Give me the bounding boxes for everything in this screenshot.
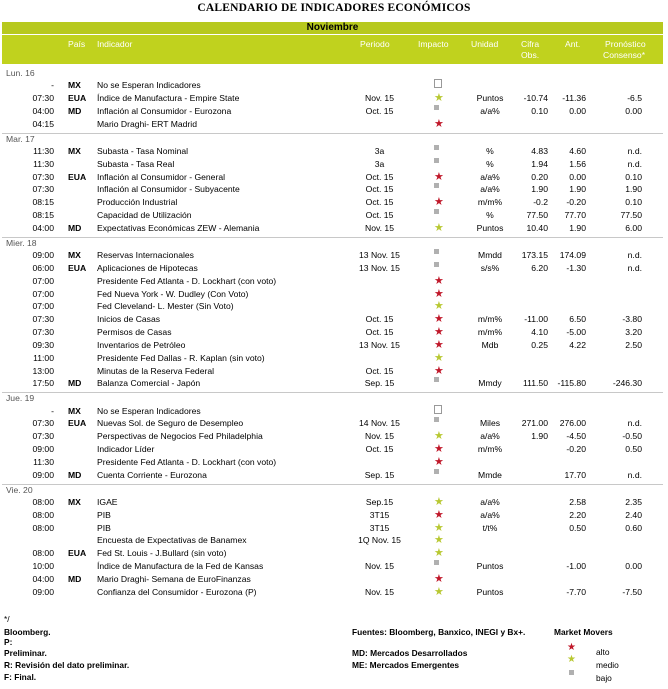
cell-observed-value: 1.90 xyxy=(531,431,548,442)
cell-country: MX xyxy=(68,405,81,416)
cell-unit: m/m% xyxy=(477,444,503,455)
cell-time: 07:30 xyxy=(32,93,54,104)
cell-time: 09:00 xyxy=(32,444,54,455)
cell-period: Oct. 15 xyxy=(365,314,394,325)
cell-forecast-value: n.d. xyxy=(627,249,642,260)
cell-period: 14 Nov. 15 xyxy=(359,418,400,429)
day-separator xyxy=(2,133,663,134)
cell-unit: % xyxy=(486,210,494,221)
cell-period: Oct. 15 xyxy=(365,444,394,455)
cell-observed-value: 6.20 xyxy=(531,262,548,273)
cell-previous-value: 0.50 xyxy=(569,522,586,533)
header-ant: Ant. xyxy=(565,39,581,49)
cell-unit: m/m% xyxy=(477,327,503,338)
cell-unit: a/a% xyxy=(480,509,500,520)
day-label: Mar. 17 xyxy=(6,133,35,144)
cell-indicator: Presidente Fed Atlanta - D. Lockhart (con voto) xyxy=(97,456,277,467)
cell-country: MX xyxy=(68,249,81,260)
header-consenso: Consenso* xyxy=(603,50,646,60)
legend-medio-label: medio xyxy=(596,660,619,670)
footer-final: F: Final. xyxy=(4,672,37,682)
header-impacto: Impacto xyxy=(418,39,449,49)
day-label: Lun. 16 xyxy=(6,68,35,78)
cell-unit: a/a% xyxy=(480,184,500,195)
table-row: 07:00 Fed Nueva York - W. Dudley (Con Voto) ★ xyxy=(2,288,663,301)
cell-unit: a/a% xyxy=(480,496,500,507)
cell-indicator: Inicios de Casas xyxy=(97,314,161,325)
header-pais: País xyxy=(68,39,86,49)
cell-previous-value: -5.00 xyxy=(566,327,586,338)
cell-period: Sep. 15 xyxy=(364,378,395,389)
cell-time: 08:15 xyxy=(32,210,54,221)
cell-period: Oct. 15 xyxy=(365,327,394,338)
cell-previous-value: -115.80 xyxy=(557,378,586,389)
cell-time: 08:00 xyxy=(32,496,54,507)
cell-time: 08:00 xyxy=(32,548,54,559)
cell-indicator: Mario Draghi- ERT Madrid xyxy=(97,118,197,129)
cell-observed-value: 1.90 xyxy=(531,184,548,195)
table-row xyxy=(2,560,663,573)
footer-preliminar: Preliminar. xyxy=(4,648,47,658)
cell-forecast-value: 2.40 xyxy=(625,509,642,520)
cell-forecast-value: 0.60 xyxy=(625,522,642,533)
cell-time: 08:15 xyxy=(32,197,54,208)
cell-period: Oct. 15 xyxy=(365,171,394,182)
cell-previous-value: -7.70 xyxy=(566,586,586,597)
day-separator xyxy=(2,237,663,238)
table-row: 07:00 Presidente Fed Atlanta - D. Lockhart (con voto) ★ xyxy=(2,275,663,288)
footer-me: ME: Mercados Emergentes xyxy=(352,660,460,670)
cell-observed-value: 77.50 xyxy=(526,210,548,221)
cell-indicator: Fed St. Louis - J.Bullard (sin voto) xyxy=(97,548,227,559)
cell-indicator: Inflación al Consumidor - Subyacente xyxy=(97,184,240,195)
cell-forecast-value: 77.50 xyxy=(620,210,642,221)
day-separator xyxy=(2,392,663,393)
cell-period: Nov. 15 xyxy=(365,586,394,597)
table-row: 07:30 Perspectivas de Negocios Fed Philadelphia Nov. 15 a/a% 1.90 -4.50 -0.50 ★ xyxy=(2,430,663,443)
cell-forecast-value: n.d. xyxy=(627,158,642,169)
cell-time: 04:15 xyxy=(32,118,54,129)
header-periodo: Periodo xyxy=(360,39,390,49)
cell-forecast-value: -246.30 xyxy=(612,378,642,389)
legend-bajo-square-icon xyxy=(569,670,574,675)
cell-time: 04:00 xyxy=(32,105,54,116)
cell-forecast-value: n.d. xyxy=(627,469,642,480)
cell-unit: Mmdy xyxy=(478,378,502,389)
cell-indicator: Capacidad de Utilización xyxy=(97,210,192,221)
header-pronostico: Pronóstico xyxy=(605,39,646,49)
table-row: 04:00 MD Expectativas Económicas ZEW - Alemania Nov. 15 Puntos 10.40 1.90 6.00 ★ xyxy=(2,222,663,235)
header-cifra-obs: Obs. xyxy=(521,50,540,60)
cell-period: 3a xyxy=(374,145,385,156)
cell-time: 07:30 xyxy=(32,171,54,182)
cell-time: 17:50 xyxy=(32,378,54,389)
cell-period: Nov. 15 xyxy=(365,561,394,572)
month-label: Noviembre xyxy=(306,22,359,33)
cell-period: 3a xyxy=(374,158,385,169)
cell-forecast-value: -7.50 xyxy=(622,586,642,597)
cell-unit: t/t% xyxy=(482,522,498,533)
table-row xyxy=(2,158,663,171)
cell-indicator: Mario Draghi- Semana de EuroFinanzas xyxy=(97,573,251,584)
cell-observed-value: 10.40 xyxy=(526,222,548,233)
cell-previous-value: 4.60 xyxy=(569,145,586,156)
table-row: 07:30 EUA Inflación al Consumidor - General Oct. 15 a/a% 0.20 0.00 0.10 ★ xyxy=(2,171,663,184)
cell-time: 10:00 xyxy=(32,561,54,572)
cell-time: 11:30 xyxy=(33,456,54,467)
cell-previous-value: -0.20 xyxy=(566,197,586,208)
cell-country: MD xyxy=(68,469,82,480)
cell-previous-value: -1.00 xyxy=(566,561,586,572)
cell-time: 11:00 xyxy=(33,352,54,363)
cell-period: Nov. 15 xyxy=(365,93,394,104)
cell-indicator: Producción Industrial xyxy=(97,197,178,208)
cell-country: MX xyxy=(68,80,81,91)
cell-forecast-value: -6.5 xyxy=(627,93,642,104)
cell-previous-value: 6.50 xyxy=(569,314,586,325)
cell-time: 04:00 xyxy=(32,573,54,584)
legend-alto-star-icon: ★ xyxy=(567,642,576,653)
table-row xyxy=(2,209,663,222)
table-row: 08:00 PIB 3T15 a/a% 2.20 2.40 ★ xyxy=(2,509,663,522)
cell-unit: m/m% xyxy=(477,197,503,208)
cell-time: 09:00 xyxy=(32,469,54,480)
cell-indicator: Presidente Fed Atlanta - D. Lockhart (con voto) xyxy=(97,275,277,286)
legend-medio-star-icon: ★ xyxy=(567,654,576,665)
cell-period: 13 Nov. 15 xyxy=(359,249,400,260)
cell-previous-value: 0.00 xyxy=(569,105,586,116)
cell-period: Oct. 15 xyxy=(365,184,394,195)
month-banner xyxy=(2,22,663,34)
cell-forecast-value: 2.50 xyxy=(625,339,642,350)
cell-period: 3T15 xyxy=(369,522,390,533)
cell-forecast-value: 1.90 xyxy=(625,184,642,195)
table-row: 04:00 MD Mario Draghi- Semana de EuroFinanzas ★ xyxy=(2,573,663,586)
cell-unit: Mdb xyxy=(481,339,499,350)
cell-country: EUA xyxy=(68,418,87,429)
table-row xyxy=(2,145,663,158)
table-row: 11:00 Presidente Fed Dallas - R. Kaplan (sin voto) ★ xyxy=(2,352,663,365)
table-row: 11:30 Presidente Fed Atlanta - D. Lockhart (con voto) ★ xyxy=(2,456,663,469)
cell-forecast-value: n.d. xyxy=(627,145,642,156)
cell-unit: a/a% xyxy=(480,105,500,116)
cell-forecast-value: 2.35 xyxy=(625,496,642,507)
footer-revision: R: Revisión del dato preliminar. xyxy=(4,660,130,670)
day-separator xyxy=(2,484,663,485)
cell-time: 06:00 xyxy=(32,262,54,273)
cell-time: 11:30 xyxy=(33,145,54,156)
table-row xyxy=(2,105,663,118)
cell-country: MD xyxy=(68,222,82,233)
cell-unit: Puntos xyxy=(476,586,504,597)
table-row xyxy=(2,405,663,418)
cell-forecast-value: n.d. xyxy=(627,418,642,429)
cell-observed-value: -10.74 xyxy=(523,93,548,104)
table-row: 13:00 Minutas de la Reserva Federal Oct. 15 ★ xyxy=(2,365,663,378)
table-row: 08:15 Producción Industrial Oct. 15 m/m% -0.2 -0.20 0.10 ★ xyxy=(2,196,663,209)
footer-md: MD: Mercados Desarrollados xyxy=(352,648,468,658)
cell-time: 08:00 xyxy=(32,509,54,520)
cell-unit: % xyxy=(486,158,494,169)
cell-indicator: IGAE xyxy=(97,496,118,507)
cell-indicator: Cuenta Corriente - Eurozona xyxy=(97,469,207,480)
cell-indicator: Perspectivas de Negocios Fed Philadelphia xyxy=(97,431,263,442)
cell-indicator: Presidente Fed Dallas - R. Kaplan (sin voto) xyxy=(97,352,265,363)
table-row xyxy=(2,377,663,390)
cell-indicator: PIB xyxy=(97,522,111,533)
cell-time: 13:00 xyxy=(32,365,54,376)
table-row: 04:15 Mario Draghi- ERT Madrid ★ xyxy=(2,118,663,131)
cell-time: - xyxy=(51,405,54,416)
table-row xyxy=(2,262,663,275)
header-cifra: Cifra xyxy=(521,39,540,49)
cell-previous-value: 276.00 xyxy=(559,418,586,429)
cell-previous-value: 174.09 xyxy=(559,249,586,260)
cell-previous-value: 1.56 xyxy=(569,158,586,169)
cell-observed-value: 271.00 xyxy=(521,418,548,429)
cell-previous-value: 2.58 xyxy=(569,496,586,507)
footer-note: */ xyxy=(4,614,10,624)
cell-unit: a/a% xyxy=(480,431,500,442)
cell-indicator: Balanza Comercial - Japón xyxy=(97,378,201,389)
cell-forecast-value: n.d. xyxy=(627,262,642,273)
header-indicador: Indicador xyxy=(97,39,133,49)
cell-country: EUA xyxy=(68,93,87,104)
cell-country: MD xyxy=(68,105,82,116)
cell-indicator: Expectativas Económicas ZEW - Alemania xyxy=(97,222,260,233)
cell-indicator: No se Esperan Indicadores xyxy=(97,405,201,416)
cell-unit: Puntos xyxy=(476,93,504,104)
cell-previous-value: 0.00 xyxy=(569,171,586,182)
table-row: 08:00 PIB 3T15 t/t% 0.50 0.60 ★ xyxy=(2,522,663,535)
cell-observed-value: 0.20 xyxy=(531,171,548,182)
cell-previous-value: 2.20 xyxy=(569,509,586,520)
table-row xyxy=(2,469,663,482)
cell-time: 07:00 xyxy=(32,275,54,286)
cell-forecast-value: 0.10 xyxy=(625,171,642,182)
cell-previous-value: -0.20 xyxy=(566,444,586,455)
cell-unit: s/s% xyxy=(480,262,500,273)
footer-market-movers: Market Movers xyxy=(554,627,613,637)
cell-period: 13 Nov. 15 xyxy=(359,339,400,350)
cell-observed-value: -11.00 xyxy=(524,314,548,325)
cell-time: 07:00 xyxy=(32,301,54,312)
cell-observed-value: 4.83 xyxy=(531,145,548,156)
cell-period: Oct. 15 xyxy=(365,197,394,208)
legend-bajo-label: bajo xyxy=(596,673,612,683)
cell-time: 07:30 xyxy=(32,314,54,325)
cell-indicator: Indicador Líder xyxy=(97,444,155,455)
cell-indicator: Inflación al Consumidor - Eurozona xyxy=(97,105,232,116)
cell-indicator: Aplicaciones de Hipotecas xyxy=(97,262,198,273)
table-header xyxy=(2,35,663,64)
table-row: 09:00 Indicador Líder Oct. 15 m/m% -0.20 0.50 ★ xyxy=(2,443,663,456)
cell-time: 07:30 xyxy=(32,418,54,429)
footer-bloomberg: Bloomberg. xyxy=(4,627,51,637)
cell-time: 07:00 xyxy=(32,288,54,299)
cell-observed-value: 111.50 xyxy=(522,378,548,389)
cell-indicator: Minutas de la Reserva Federal xyxy=(97,365,215,376)
cell-observed-value: 1.94 xyxy=(531,158,548,169)
cell-time: 09:00 xyxy=(32,249,54,260)
cell-indicator: Nuevas Sol. de Seguro de Desempleo xyxy=(97,418,244,429)
table-row: 09:30 Inventarios de Petróleo 13 Nov. 15 Mdb 0.25 4.22 2.50 ★ xyxy=(2,339,663,352)
cell-previous-value: 4.22 xyxy=(569,339,586,350)
cell-forecast-value: -3.80 xyxy=(622,314,642,325)
cell-indicator: Confianza del Consumidor - Eurozona (P) xyxy=(97,586,257,597)
cell-country: EUA xyxy=(68,262,87,273)
table-row: 08:00 EUA Fed St. Louis - J.Bullard (sin voto) ★ xyxy=(2,547,663,560)
cell-period: 13 Nov. 15 xyxy=(359,262,400,273)
cell-forecast-value: 6.00 xyxy=(625,222,642,233)
cell-observed-value: -0.2 xyxy=(533,197,548,208)
cell-time: 11:30 xyxy=(33,158,54,169)
table-row xyxy=(2,417,663,430)
cell-forecast-value: -0.50 xyxy=(622,431,642,442)
cell-unit: a/a% xyxy=(480,171,500,182)
cell-unit: Mmde xyxy=(478,469,502,480)
cell-time: 07:30 xyxy=(32,327,54,338)
cell-time: 04:00 xyxy=(32,222,54,233)
cell-time: 09:00 xyxy=(32,586,54,597)
table-row: 07:30 Inicios de Casas Oct. 15 m/m% -11.00 6.50 -3.80 ★ xyxy=(2,313,663,326)
cell-previous-value: 77.70 xyxy=(564,210,586,221)
footer-fuentes: Fuentes: Bloomberg, Banxico, INEGI y Bx+. xyxy=(352,627,526,637)
table-row: 07:00 Fed Cleveland- L. Mester (Sin Voto) ★ xyxy=(2,300,663,313)
cell-period: Sep.15 xyxy=(365,496,394,507)
cell-country: EUA xyxy=(68,548,87,559)
day-label: Jue. 19 xyxy=(6,393,35,404)
footer-p: P: xyxy=(4,637,13,647)
cell-period: Oct. 15 xyxy=(365,210,394,221)
cell-time: - xyxy=(51,80,54,91)
cell-observed-value: 0.25 xyxy=(531,339,548,350)
table-row: 08:00 MX IGAE Sep.15 a/a% 2.58 2.35 ★ xyxy=(2,496,663,509)
cell-forecast-value: 0.10 xyxy=(625,197,642,208)
header-unidad: Unidad xyxy=(471,39,499,49)
table-row xyxy=(2,249,663,262)
cell-country: MX xyxy=(68,496,81,507)
cell-indicator: Reservas Internacionales xyxy=(97,249,194,260)
cell-period: Oct. 15 xyxy=(365,105,394,116)
cell-time: 08:00 xyxy=(32,522,54,533)
cell-previous-value: -1.30 xyxy=(566,262,586,273)
cell-period: Nov. 15 xyxy=(365,222,394,233)
cell-previous-value: 1.90 xyxy=(569,222,586,233)
cell-period: 3T15 xyxy=(369,509,390,520)
cell-country: MD xyxy=(68,573,82,584)
cell-time: 09:30 xyxy=(32,339,54,350)
cell-indicator: Fed Nueva York - W. Dudley (Con Voto) xyxy=(97,288,249,299)
cell-indicator: Índice de Manufactura - Empire State xyxy=(97,93,240,104)
cell-indicator: Índice de Manufactura de la Fed de Kansas xyxy=(97,561,264,572)
cell-unit: % xyxy=(486,145,494,156)
cell-indicator: Inflación al Consumidor - General xyxy=(97,171,226,182)
table-row: Encuesta de Expectativas de Banamex 1Q Nov. 15 ★ xyxy=(97,534,444,547)
table-row: 09:00 Confianza del Consumidor - Eurozona (P) Nov. 15 Puntos -7.70 -7.50 ★ xyxy=(2,586,663,599)
day-label: Mier. 18 xyxy=(6,237,37,248)
cell-country: EUA xyxy=(68,171,87,182)
table-row: 07:30 EUA Índice de Manufactura - Empire State Nov. 15 Puntos -10.74 -11.36 -6.5 ★ xyxy=(2,92,663,105)
cell-forecast-value: 0.00 xyxy=(625,105,642,116)
cell-period: 1Q Nov. 15 xyxy=(358,535,401,546)
table-row: 07:30 Permisos de Casas Oct. 15 m/m% 4.10 -5.00 3.20 ★ xyxy=(2,326,663,339)
table-row xyxy=(2,183,663,196)
cell-indicator: No se Esperan Indicadores xyxy=(97,80,201,91)
cell-unit: Mmdd xyxy=(478,249,502,260)
cell-observed-value: 0.10 xyxy=(531,105,548,116)
cell-indicator: Encuesta de Expectativas de Banamex xyxy=(97,535,247,546)
cell-indicator: Permisos de Casas xyxy=(97,327,172,338)
page-title: CALENDARIO DE INDICADORES ECONÓMICOS xyxy=(197,2,471,14)
cell-unit: Puntos xyxy=(476,561,504,572)
cell-country: MD xyxy=(68,378,82,389)
cell-indicator: Subasta - Tasa Nominal xyxy=(97,145,189,156)
cell-unit: Puntos xyxy=(476,222,504,233)
cell-observed-value: 173.15 xyxy=(521,249,548,260)
cell-indicator: Fed Cleveland- L. Mester (Sin Voto) xyxy=(97,301,234,312)
cell-indicator: Subasta - Tasa Real xyxy=(97,158,175,169)
cell-forecast-value: 0.00 xyxy=(625,561,642,572)
cell-unit: Miles xyxy=(479,418,501,429)
cell-unit: m/m% xyxy=(477,314,503,325)
legend-alto-label: alto xyxy=(596,647,610,657)
cell-period: Oct. 15 xyxy=(365,365,394,376)
cell-previous-value: -11.36 xyxy=(562,93,586,104)
day-label: Vie. 20 xyxy=(6,484,33,495)
cell-indicator: PIB xyxy=(97,509,111,520)
cell-forecast-value: 3.20 xyxy=(625,327,642,338)
cell-previous-value: -4.50 xyxy=(566,431,586,442)
cell-previous-value: 1.90 xyxy=(569,184,586,195)
cell-time: 07:30 xyxy=(32,431,54,442)
cell-observed-value: 4.10 xyxy=(531,327,548,338)
cell-previous-value: 17.70 xyxy=(564,469,586,480)
cell-period: Sep. 15 xyxy=(364,469,395,480)
cell-indicator: Inventarios de Petróleo xyxy=(97,339,186,350)
cell-country: MX xyxy=(68,145,81,156)
cell-time: 07:30 xyxy=(32,184,54,195)
cell-period: Nov. 15 xyxy=(365,431,394,442)
cell-forecast-value: 0.50 xyxy=(625,444,642,455)
table-row xyxy=(2,79,663,92)
